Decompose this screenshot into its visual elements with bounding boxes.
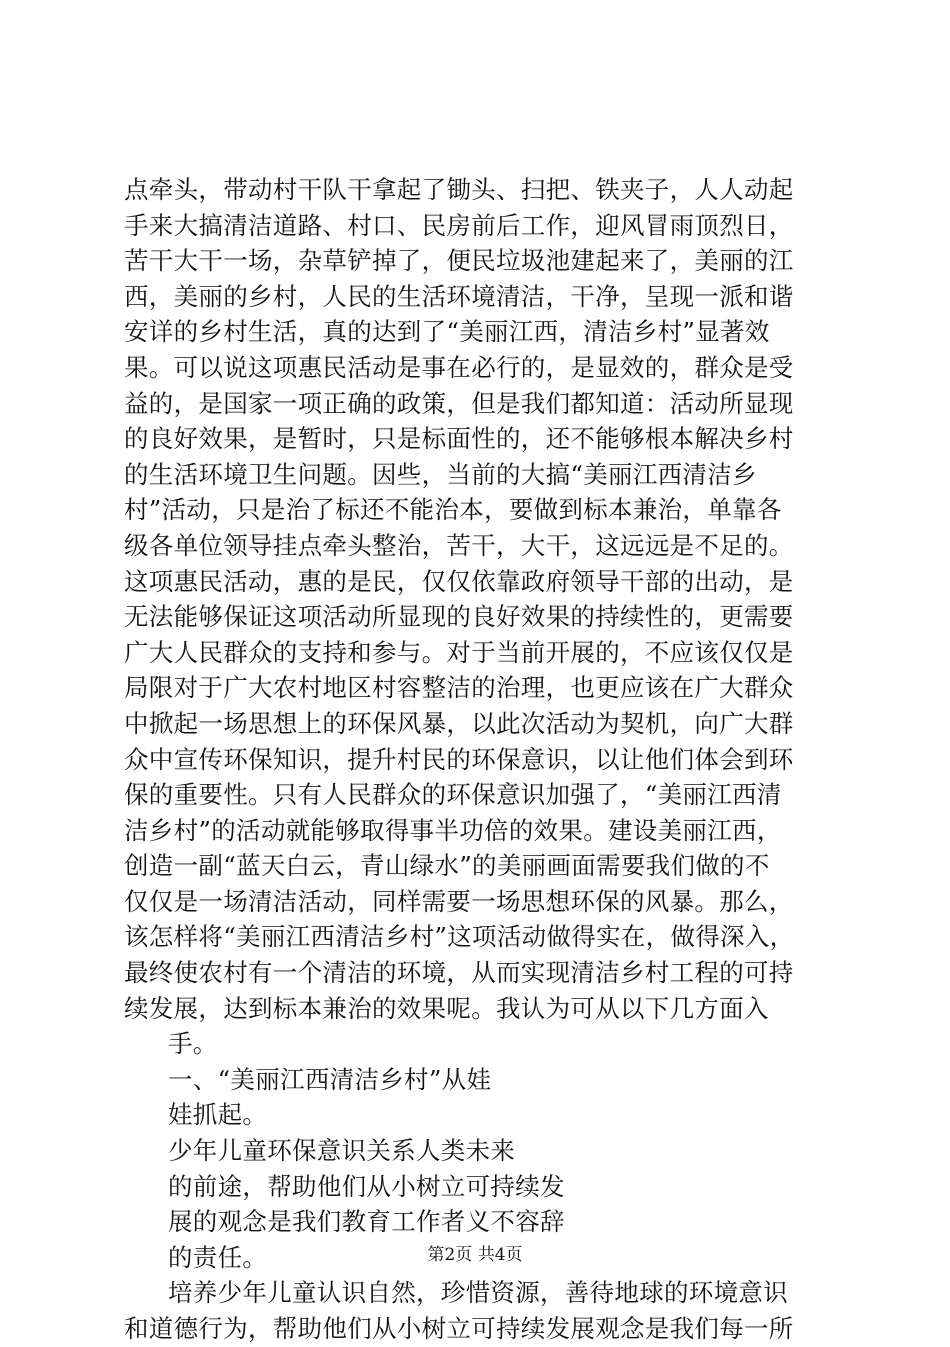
text-line: 无法能够保证这项活动所显现的良好效果的持续性的，更需要 — [124, 602, 794, 632]
text-line: 苦干大干一场，杂草铲掉了，便民垃圾池建起来了，美丽的江 — [124, 246, 794, 276]
text-line: 手来大搞清洁道路、村口、民房前后工作，迎风冒雨顶烈日， — [124, 210, 794, 240]
text-line: 果。可以说这项惠民活动是事在必行的，是显效的，群众是受 — [124, 352, 794, 382]
text-line: 续发展，达到标本兼治的效果呢。我认为可从以下几方面入 — [124, 993, 769, 1023]
text-line: 的前途，帮助他们从小树立可持续发 — [168, 1171, 565, 1201]
text-line: 西，美丽的乡村，人民的生活环境清洁，干净，呈现一派和谐 — [124, 281, 794, 311]
text-line: 众中宣传环保知识，提升村民的环保意识，以让他们体会到环 — [124, 744, 794, 774]
text-line: 最终使农村有一个清洁的环境，从而实现清洁乡村工程的可持 — [124, 958, 794, 988]
text-line: 仅仅是一场清洁活动，同样需要一场思想环保的风暴。那么， — [124, 886, 794, 916]
text-line: 洁乡村”的活动就能够取得事半功倍的效果。建设美丽江西， — [124, 815, 782, 845]
section-heading: 一、“美丽江西清洁乡村”从娃 — [168, 1064, 492, 1094]
text-line: 的责任。 — [168, 1242, 268, 1272]
text-line: 村”活动，只是治了标还不能治本，要做到标本兼治，单靠各 — [124, 495, 782, 525]
text-line: 的良好效果，是暂时，只是标面性的，还不能够根本解决乡村 — [124, 424, 794, 454]
text-line: 点牵头，带动村干队干拿起了锄头、扫把、铁夹子，人人动起 — [124, 175, 794, 204]
text-line: 局限对于广大农村地区村容整洁的治理，也更应该在广大群众 — [124, 673, 794, 703]
text-line: 少年儿童环保意识关系人类未来 — [168, 1136, 516, 1166]
text-line: 中掀起一场思想上的环保风暴，以此次活动为契机，向广大群 — [124, 708, 794, 738]
page-number-footer: 第2页 共4页 — [427, 1245, 523, 1265]
text-line: 益的，是国家一项正确的政策，但是我们都知道：活动所显现 — [124, 388, 794, 418]
text-line: 该怎样将“美丽江西清洁乡村”这项活动做得实在，做得深入， — [124, 922, 795, 952]
section-heading: 娃抓起。 — [168, 1100, 268, 1130]
text-line: 这项惠民活动，惠的是民，仅仅依靠政府领导干部的出动，是 — [124, 566, 794, 596]
text-line: 的生活环境卫生问题。因些，当前的大搞“美丽江西清洁乡 — [124, 459, 757, 489]
text-line: 手。 — [168, 1029, 218, 1059]
text-line: 安详的乡村生活，真的达到了“美丽江西，清洁乡村”显著效 — [124, 317, 770, 347]
text-line: 保的重要性。只有人民群众的环保意识加强了，“美丽江西清 — [124, 780, 782, 810]
text-line: 广大人民群众的支持和参与。对于当前开展的，不应该仅仅是 — [124, 637, 794, 667]
text-line: 级各单位领导挂点牵头整治，苦干，大干，这远远是不足的。 — [124, 530, 794, 560]
text-line: 和道德行为，帮助他们从小树立可持续发展观念是我们每一所 — [124, 1314, 794, 1343]
text-line: 培养少年儿童认识自然，珍惜资源，善待地球的环境意识 — [168, 1278, 788, 1308]
text-line: 创造一副“蓝天白云，青山绿水”的美丽画面需要我们做的不 — [124, 851, 770, 881]
text-line: 展的观念是我们教育工作者义不容辞 — [168, 1207, 565, 1237]
body-text — [124, 172, 844, 1347]
